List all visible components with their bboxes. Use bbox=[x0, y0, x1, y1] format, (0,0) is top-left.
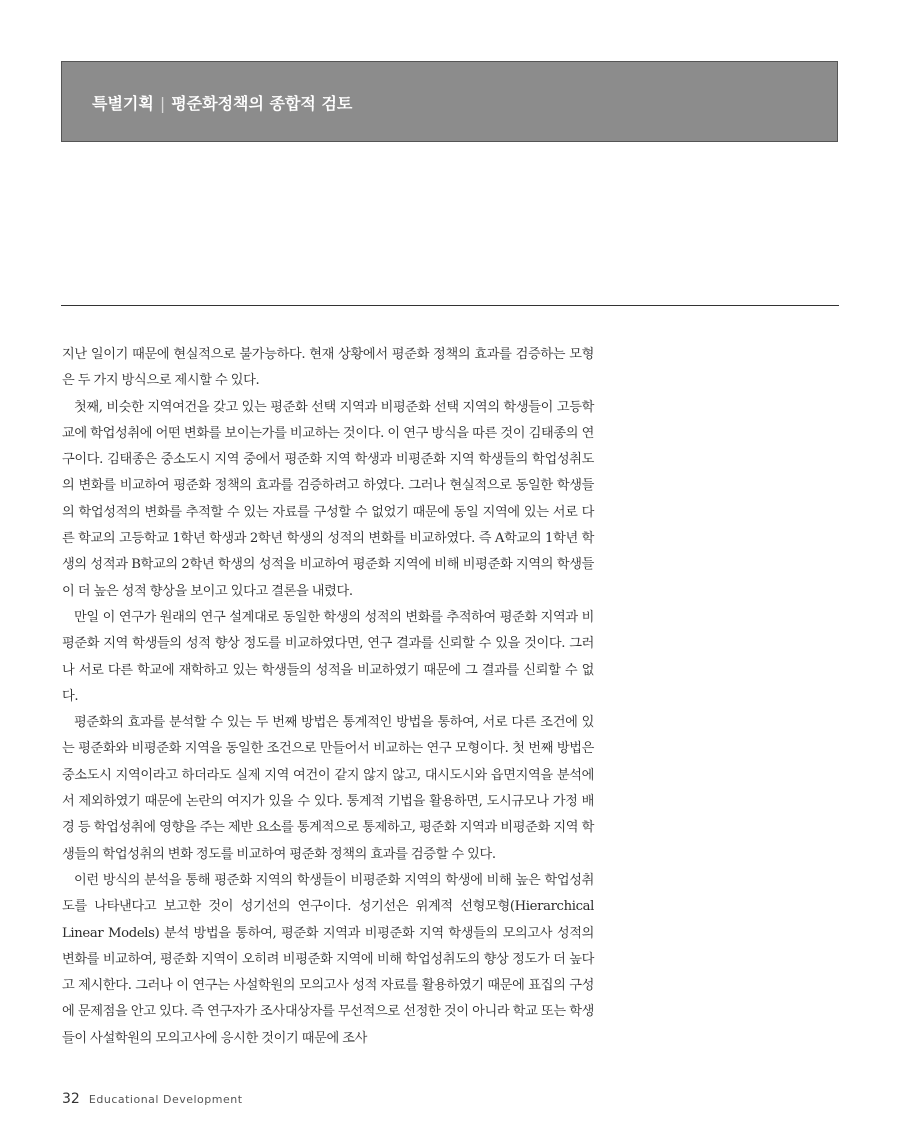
header-separator: | bbox=[159, 94, 166, 113]
paragraph: 지난 일이기 때문에 현실적으로 불가능하다. 현재 상황에서 평준화 정책의 효과를 검증하는 모형은 두 가지 방식으로 제시할 수 있다. bbox=[62, 347, 594, 389]
paragraph: 이런 방식의 분석을 통해 평준화 지역의 학생들이 비평준화 지역의 학생에 비해 높은 학업성취도를 나타낸다고 보고한 것이 성기선의 연구이다. 성기선은 위계적 선형모형(Hierarchical Linear Models) 분석 방법을 통하여, 평준화 지역과 비평준화 지역 학생들의 모의고사 성적의 변화를 비교하여, 평준화 지역이 오히려 비평준화 지역에 비해 학업성취도의 향상 정도가 더 높다고 제시한다. 그러나 이 연구는 사설학원의 모의고사 성적 자료를 활용하였기 때문에 표집의 구성에 문제점을 안고 있다. 즉 연구자가 조사대상자를 무선적으로 선정한 것이 아니라 학교 또는 학생들이 사설학원의 모의고사에 응시한 것이기 때문에 조사 bbox=[62, 872, 594, 1046]
paragraph: 평준화의 효과를 분석할 수 있는 두 번째 방법은 통계적인 방법을 통하여, 서로 다른 조건에 있는 평준화와 비평준화 지역을 동일한 조건으로 만들어서 비교하는 연구 모형이다. 첫 번째 방법은 중소도시 지역이라고 하더라도 실제 지역 여건이 같지 않지 않고, 대시도시와 읍면지역을 분석에서 제외하였기 때문에 논란의 여지가 있을 수 있다. 통계적 기법을 활용하면, 도시규모나 가정 배경 등 학업성취에 영향을 주는 제반 요소를 통계적으로 통제하고, 평준화 지역과 비평준화 지역 학생들의 학업성취의 변화 정도를 비교하여 평준화 정책의 효과를 검증할 수 있다. bbox=[62, 715, 594, 862]
header-banner bbox=[61, 61, 838, 142]
page-footer bbox=[62, 1088, 243, 1107]
page-number: 32 bbox=[62, 1091, 80, 1107]
header-title bbox=[92, 91, 352, 114]
paragraph: 첫째, 비슷한 지역여건을 갖고 있는 평준화 선택 지역과 비평준화 선택 지역의 학생들이 고등학교에 학업성취에 어떤 변화를 보이는가를 비교하는 것이다. 이 연구 방식을 따른 것이 김태종의 연구이다. 김태종은 중소도시 지역 중에서 평준화 지역 학생과 비평준화 지역 학생들의 학업성취도의 변화를 비교하여 평준화 정책의 효과를 검증하려고 하였다. 그러나 현실적으로 동일한 학생들의 학업성적의 변화를 추적할 수 있는 자료를 구성할 수 없었기 때문에 동일 지역에 있는 서로 다른 학교의 고등학교 1학년 학생과 2학년 학생의 성적의 변화를 비교하였다. 즉 A학교의 1학년 학생의 성적과 B학교의 2학년 학생의 성적을 비교하여 평준화 지역에 비해 비평준화 지역의 학생들이 더 높은 성적 향상을 보이고 있다고 결론을 내렸다. bbox=[62, 399, 594, 599]
section-title: 평준화정책의 종합적 검토 bbox=[171, 94, 353, 113]
journal-name: Educational Development bbox=[88, 1093, 243, 1106]
section-label: 특별기획 bbox=[92, 94, 154, 113]
horizontal-rule bbox=[61, 305, 839, 306]
article-body bbox=[62, 342, 594, 1052]
paragraph: 만일 이 연구가 원래의 연구 설계대로 동일한 학생의 성적의 변화를 추적하여 평준화 지역과 비평준화 지역 학생들의 성적 향상 정도를 비교하였다면, 연구 결과를 신뢰할 수 있을 것이다. 그러나 서로 다른 학교에 재학하고 있는 학생들의 성적을 비교하였기 때문에 그 결과를 신뢰할 수 없다. bbox=[62, 609, 594, 704]
